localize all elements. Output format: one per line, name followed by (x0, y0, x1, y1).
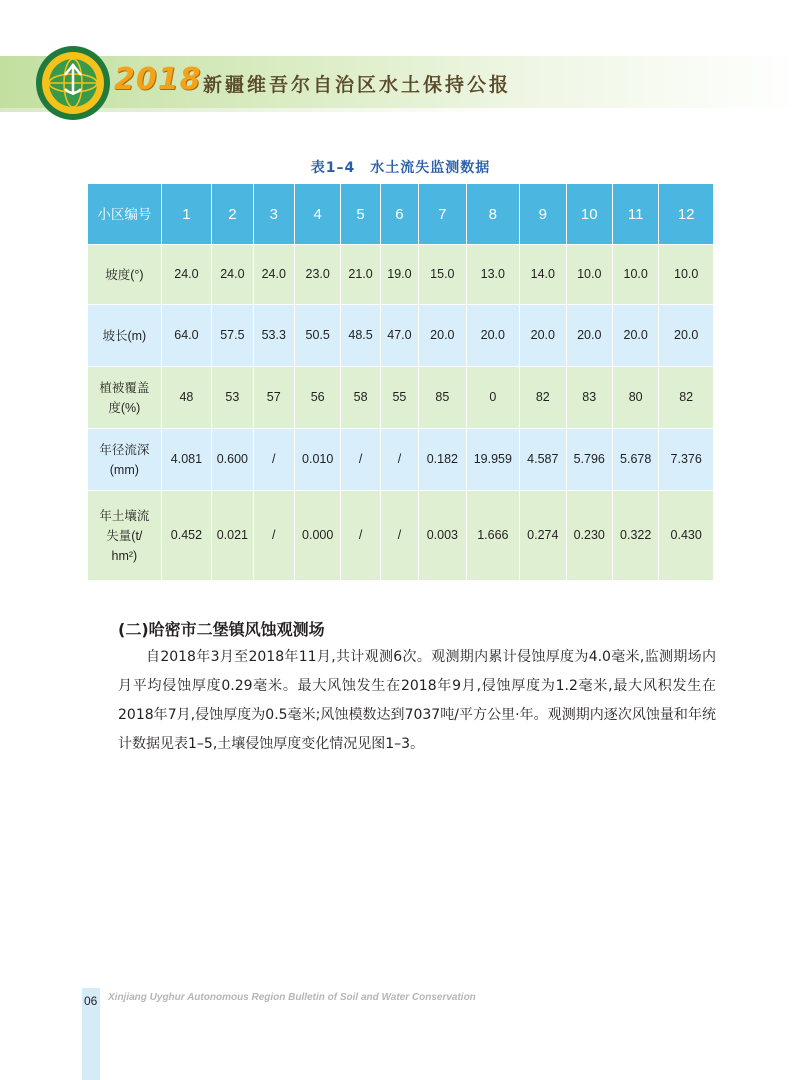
table-cell: 19.0 (380, 245, 418, 305)
table-cell: / (341, 491, 380, 581)
table-cell: 10.0 (612, 245, 658, 305)
table-cell: 57.5 (212, 305, 253, 367)
table-cell: 5.678 (612, 429, 658, 491)
table-cell: 5.796 (566, 429, 612, 491)
table-cell: 82 (520, 367, 566, 429)
table-cell: 0.003 (419, 491, 466, 581)
table-column-header: 12 (659, 184, 714, 245)
table-column-header: 9 (520, 184, 566, 245)
table-cell: / (253, 429, 294, 491)
table-cell: 80 (612, 367, 658, 429)
table-row (88, 245, 714, 305)
table-column-header: 7 (419, 184, 466, 245)
table-cell: / (341, 429, 380, 491)
table-cell: 24.0 (161, 245, 211, 305)
table-cell: 13.0 (466, 245, 520, 305)
table-cell: 58 (341, 367, 380, 429)
table-cell: 53.3 (253, 305, 294, 367)
header-year: 2018 (114, 62, 202, 97)
table-column-header: 10 (566, 184, 612, 245)
table-cell: 47.0 (380, 305, 418, 367)
table-cell: 0.230 (566, 491, 612, 581)
section-heading: (二)哈密市二堡镇风蚀观测场 (118, 620, 325, 639)
table-cell: 10.0 (566, 245, 612, 305)
paragraph-text: 自2018年3月至2018年11月,共计观测6次。观测期内累计侵蚀厚度为4.0毫米,监测期场内月平均侵蚀厚度0.29毫米。最大风蚀发生在2018年9月,侵蚀厚度为1.2毫米,最大风积发生在2018年7月,侵蚀厚度为0.5毫米;风蚀模数达到7037吨/平方公里·年。观测期内逐次风蚀量和年统计数据见表1–5,土壤侵蚀厚度变化情况见图1–3。 (118, 649, 716, 752)
table-cell: 53 (212, 367, 253, 429)
table-row (88, 429, 714, 491)
table-cell: 14.0 (520, 245, 566, 305)
table-cell: 10.0 (659, 245, 714, 305)
table-header-label: 小区编号 (88, 184, 162, 245)
table-cell: 0.600 (212, 429, 253, 491)
page-number: 06 (84, 994, 98, 1008)
header-title: 新疆维吾尔自治区水土保持公报 (203, 74, 512, 96)
table-cell: 50.5 (294, 305, 340, 367)
table-cell: 55 (380, 367, 418, 429)
table-cell: 4.587 (520, 429, 566, 491)
table-cell: 7.376 (659, 429, 714, 491)
table-cell: 0.430 (659, 491, 714, 581)
table-cell: 48.5 (341, 305, 380, 367)
table-cell: 24.0 (253, 245, 294, 305)
table-column-header: 5 (341, 184, 380, 245)
table-cell: 0.021 (212, 491, 253, 581)
row-label: 坡度(°) (88, 245, 162, 305)
table-cell: 21.0 (341, 245, 380, 305)
table-cell: 82 (659, 367, 714, 429)
table-cell: / (253, 491, 294, 581)
table-cell: 0.452 (161, 491, 211, 581)
row-label: 年径流深 (mm) (88, 429, 162, 491)
table-cell: 24.0 (212, 245, 253, 305)
table-cell: 20.0 (419, 305, 466, 367)
table-cell: 48 (161, 367, 211, 429)
table-row (88, 305, 714, 367)
table-column-header: 4 (294, 184, 340, 245)
table-cell: / (380, 429, 418, 491)
table-cell: 64.0 (161, 305, 211, 367)
bureau-logo-icon (35, 45, 111, 121)
table-cell: 19.959 (466, 429, 520, 491)
table-cell: 83 (566, 367, 612, 429)
table-cell: 20.0 (566, 305, 612, 367)
running-title: Xinjiang Uyghur Autonomous Region Bulletin of Soil and Water Conservation (108, 992, 476, 1003)
row-label: 年土壤流 失量(t/ hm²) (88, 491, 162, 581)
table-cell: 20.0 (659, 305, 714, 367)
monitoring-data-table (87, 183, 714, 581)
table-cell: 4.081 (161, 429, 211, 491)
table-cell: 0.322 (612, 491, 658, 581)
table-cell: 0.010 (294, 429, 340, 491)
table-caption: 表1–4 水土流失监测数据 (310, 160, 491, 176)
table-cell: 20.0 (612, 305, 658, 367)
table-cell: 23.0 (294, 245, 340, 305)
table-cell: 85 (419, 367, 466, 429)
row-label: 植被覆盖 度(%) (88, 367, 162, 429)
table-row (88, 367, 714, 429)
table-column-header: 1 (161, 184, 211, 245)
body-paragraph (118, 643, 716, 759)
table-cell: 0.182 (419, 429, 466, 491)
table-cell: 56 (294, 367, 340, 429)
table-cell: 20.0 (520, 305, 566, 367)
table-column-header: 2 (212, 184, 253, 245)
table-column-header: 6 (380, 184, 418, 245)
table-cell: / (380, 491, 418, 581)
table-cell: 0 (466, 367, 520, 429)
table-cell: 20.0 (466, 305, 520, 367)
table-cell: 57 (253, 367, 294, 429)
table-cell: 1.666 (466, 491, 520, 581)
table-header-row (88, 184, 714, 245)
table-cell: 0.274 (520, 491, 566, 581)
table-cell: 15.0 (419, 245, 466, 305)
table-column-header: 11 (612, 184, 658, 245)
table-column-header: 8 (466, 184, 520, 245)
table-column-header: 3 (253, 184, 294, 245)
table-cell: 0.000 (294, 491, 340, 581)
row-label: 坡长(m) (88, 305, 162, 367)
table-row (88, 491, 714, 581)
